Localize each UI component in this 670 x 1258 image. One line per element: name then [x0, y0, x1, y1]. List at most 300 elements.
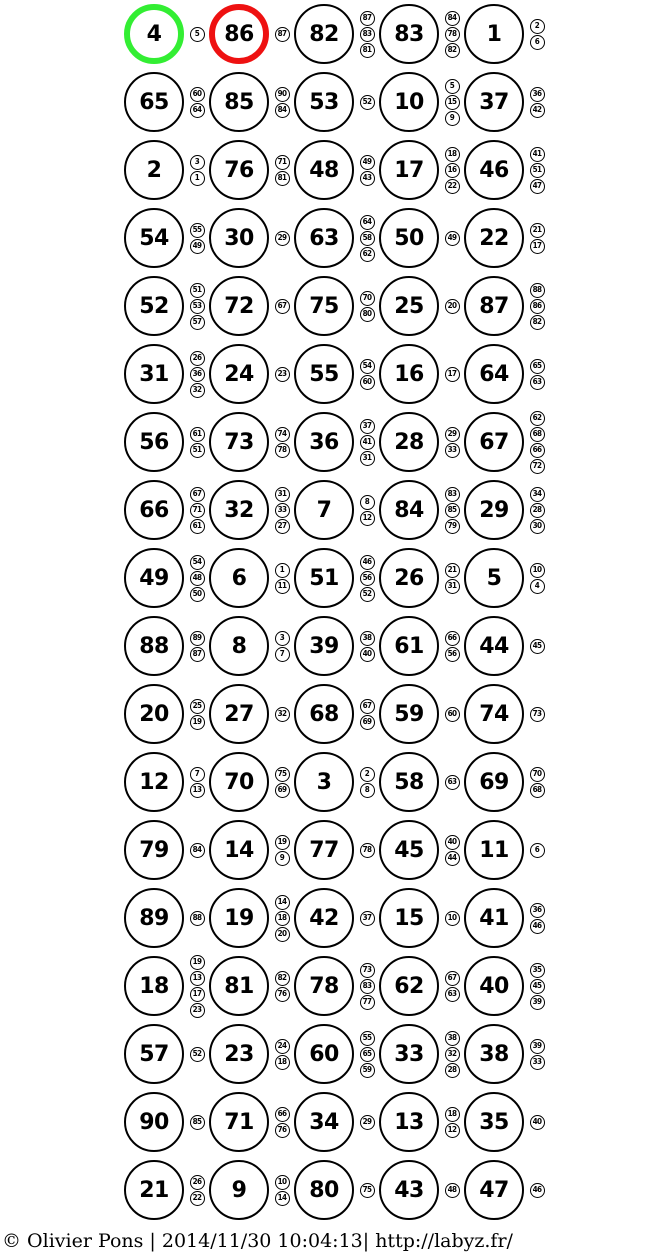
hint-group — [272, 970, 292, 1002]
number-cell[interactable]: 5 — [464, 548, 524, 608]
hint-group — [527, 1038, 547, 1070]
hint-group — [272, 230, 292, 246]
hint-group — [272, 1106, 292, 1138]
number-cell[interactable]: 34 — [294, 1092, 354, 1152]
hint-group — [442, 298, 462, 314]
hint-group — [272, 154, 292, 186]
number-cell[interactable]: 68 — [294, 684, 354, 744]
number-cell[interactable]: 56 — [124, 412, 184, 472]
hint-badge: 55 — [190, 223, 205, 238]
hint-badge: 63 — [530, 375, 545, 390]
hint-badge: 63 — [445, 775, 460, 790]
hint-group — [442, 146, 462, 194]
hint-badge: 30 — [530, 519, 545, 534]
hint-badge: 84 — [445, 11, 460, 26]
hint-badge: 39 — [530, 995, 545, 1010]
number-cell[interactable]: 37 — [464, 72, 524, 132]
hint-badge: 85 — [190, 1115, 205, 1130]
hint-badge: 59 — [360, 1063, 375, 1078]
hint-group — [527, 962, 547, 1010]
hint-badge: 15 — [445, 95, 460, 110]
number-cell[interactable]: 51 — [294, 548, 354, 608]
number-cell[interactable]: 58 — [379, 752, 439, 812]
hint-group — [527, 1114, 547, 1130]
hint-badge: 38 — [360, 631, 375, 646]
number-cell[interactable]: 71 — [209, 1092, 269, 1152]
hint-badge: 70 — [530, 767, 545, 782]
number-cell[interactable]: 26 — [379, 548, 439, 608]
hint-group — [357, 10, 377, 58]
number-cell[interactable]: 67 — [464, 412, 524, 472]
hint-badge: 49 — [445, 231, 460, 246]
hint-badge: 45 — [530, 979, 545, 994]
hint-group — [442, 706, 462, 722]
hint-badge: 40 — [360, 647, 375, 662]
hint-badge: 26 — [190, 351, 205, 366]
number-cell[interactable]: 30 — [209, 208, 269, 268]
number-cell[interactable]: 41 — [464, 888, 524, 948]
hint-group — [527, 18, 547, 50]
hint-badge: 47 — [530, 179, 545, 194]
hint-badge: 39 — [530, 1039, 545, 1054]
hint-group — [272, 706, 292, 722]
number-cell[interactable]: 64 — [464, 344, 524, 404]
number-cell[interactable]: 25 — [379, 276, 439, 336]
number-cell[interactable]: 57 — [124, 1024, 184, 1084]
start-cell[interactable]: 4 — [124, 4, 184, 64]
hint-badge: 31 — [445, 579, 460, 594]
number-cell[interactable]: 46 — [464, 140, 524, 200]
hint-badge: 35 — [530, 963, 545, 978]
number-cell[interactable]: 38 — [464, 1024, 524, 1084]
hint-group — [187, 26, 207, 42]
number-cell[interactable]: 17 — [379, 140, 439, 200]
number-cell[interactable]: 59 — [379, 684, 439, 744]
number-cell[interactable]: 6 — [209, 548, 269, 608]
hint-badge: 89 — [190, 631, 205, 646]
number-cell[interactable]: 54 — [124, 208, 184, 268]
hint-group — [357, 698, 377, 730]
hint-group — [527, 766, 547, 798]
number-cell[interactable]: 52 — [124, 276, 184, 336]
hint-group — [357, 418, 377, 466]
hint-badge: 86 — [530, 299, 545, 314]
number-cell[interactable]: 40 — [464, 956, 524, 1016]
hint-group — [357, 290, 377, 322]
hint-group — [442, 774, 462, 790]
hint-group — [187, 154, 207, 186]
number-cell[interactable]: 66 — [124, 480, 184, 540]
hint-group — [442, 1106, 462, 1138]
hint-group — [527, 410, 547, 474]
hint-badge: 17 — [530, 239, 545, 254]
hint-group — [357, 154, 377, 186]
hint-badge: 32 — [275, 707, 290, 722]
hint-badge: 48 — [445, 1183, 460, 1198]
hint-badge: 19 — [190, 955, 205, 970]
hint-badge: 87 — [275, 27, 290, 42]
hint-badge: 20 — [275, 927, 290, 942]
hint-group — [527, 222, 547, 254]
number-cell[interactable]: 85 — [209, 72, 269, 132]
hint-badge: 82 — [275, 971, 290, 986]
hint-badge: 17 — [445, 367, 460, 382]
hint-badge: 44 — [445, 851, 460, 866]
number-cell[interactable]: 13 — [379, 1092, 439, 1152]
hint-group — [442, 366, 462, 382]
hint-badge: 66 — [530, 443, 545, 458]
number-cell[interactable]: 76 — [209, 140, 269, 200]
hint-badge: 10 — [445, 911, 460, 926]
hint-group — [442, 630, 462, 662]
hint-badge: 52 — [360, 95, 375, 110]
hint-badge: 60 — [360, 375, 375, 390]
hint-badge: 46 — [530, 1183, 545, 1198]
hint-badge: 82 — [445, 43, 460, 58]
number-cell[interactable]: 83 — [379, 4, 439, 64]
hint-badge: 68 — [530, 783, 545, 798]
number-cell[interactable]: 21 — [124, 1160, 184, 1220]
number-cell[interactable]: 87 — [464, 276, 524, 336]
hint-badge: 78 — [360, 843, 375, 858]
number-cell[interactable]: 24 — [209, 344, 269, 404]
hint-group — [442, 1030, 462, 1078]
number-cell[interactable]: 77 — [294, 820, 354, 880]
hint-badge: 49 — [190, 239, 205, 254]
hint-badge: 41 — [530, 147, 545, 162]
goal-cell[interactable]: 86 — [209, 4, 269, 64]
hint-group — [187, 350, 207, 398]
footer-credit: © Olivier Pons | 2014/11/30 10:04:13| http://labyz.fr/ — [2, 1230, 513, 1252]
hint-badge: 76 — [275, 987, 290, 1002]
number-cell[interactable]: 28 — [379, 412, 439, 472]
hint-group — [442, 426, 462, 458]
number-cell[interactable]: 72 — [209, 276, 269, 336]
number-cell[interactable]: 70 — [209, 752, 269, 812]
hint-badge: 36 — [530, 903, 545, 918]
hint-badge: 21 — [445, 563, 460, 578]
hint-badge: 18 — [445, 147, 460, 162]
hint-badge: 1 — [275, 563, 290, 578]
number-cell[interactable]: 61 — [379, 616, 439, 676]
number-cell[interactable]: 89 — [124, 888, 184, 948]
number-cell[interactable]: 69 — [464, 752, 524, 812]
hint-group — [357, 1114, 377, 1130]
hint-badge: 88 — [190, 911, 205, 926]
number-cell[interactable]: 79 — [124, 820, 184, 880]
hint-badge: 84 — [275, 103, 290, 118]
hint-group — [272, 1174, 292, 1206]
hint-badge: 31 — [275, 487, 290, 502]
hint-badge: 85 — [445, 503, 460, 518]
hint-badge: 17 — [190, 987, 205, 1002]
hint-group — [187, 86, 207, 118]
number-cell[interactable]: 44 — [464, 616, 524, 676]
hint-badge: 65 — [530, 359, 545, 374]
hint-group — [187, 842, 207, 858]
hint-badge: 7 — [190, 767, 205, 782]
hint-badge: 28 — [445, 1063, 460, 1078]
hint-group — [357, 842, 377, 858]
number-cell[interactable]: 12 — [124, 752, 184, 812]
hint-group — [527, 86, 547, 118]
hint-badge: 12 — [445, 1123, 460, 1138]
hint-group — [187, 910, 207, 926]
number-cell[interactable]: 20 — [124, 684, 184, 744]
hint-badge: 32 — [190, 383, 205, 398]
hint-group — [187, 698, 207, 730]
hint-group — [357, 1182, 377, 1198]
number-cell[interactable]: 81 — [209, 956, 269, 1016]
hint-badge: 87 — [360, 11, 375, 26]
hint-group — [187, 1046, 207, 1062]
hint-badge: 81 — [360, 43, 375, 58]
hint-badge: 79 — [445, 519, 460, 534]
number-cell[interactable]: 18 — [124, 956, 184, 1016]
hint-badge: 71 — [275, 155, 290, 170]
hint-badge: 75 — [360, 1183, 375, 1198]
hint-badge: 84 — [190, 843, 205, 858]
hint-group — [187, 222, 207, 254]
hint-group — [527, 638, 547, 654]
number-cell[interactable]: 33 — [379, 1024, 439, 1084]
hint-group — [187, 954, 207, 1018]
hint-group — [442, 10, 462, 58]
hint-badge: 77 — [360, 995, 375, 1010]
hint-badge: 40 — [530, 1115, 545, 1130]
hint-group — [442, 230, 462, 246]
hint-badge: 64 — [190, 103, 205, 118]
hint-badge: 43 — [360, 171, 375, 186]
hint-group — [272, 26, 292, 42]
hint-badge: 51 — [190, 283, 205, 298]
hint-badge: 60 — [190, 87, 205, 102]
number-cell[interactable]: 53 — [294, 72, 354, 132]
hint-badge: 22 — [445, 179, 460, 194]
hint-badge: 54 — [190, 555, 205, 570]
hint-badge: 11 — [275, 579, 290, 594]
hint-badge: 90 — [275, 87, 290, 102]
number-cell[interactable]: 2 — [124, 140, 184, 200]
hint-badge: 37 — [360, 419, 375, 434]
number-cell[interactable]: 50 — [379, 208, 439, 268]
number-cell[interactable]: 39 — [294, 616, 354, 676]
number-cell[interactable]: 84 — [379, 480, 439, 540]
number-cell[interactable]: 42 — [294, 888, 354, 948]
hint-group — [357, 766, 377, 798]
number-cell[interactable]: 82 — [294, 4, 354, 64]
hint-badge: 49 — [360, 155, 375, 170]
hint-badge: 76 — [275, 1123, 290, 1138]
hint-group — [442, 486, 462, 534]
hint-badge: 53 — [190, 299, 205, 314]
number-cell[interactable]: 31 — [124, 344, 184, 404]
hint-badge: 8 — [360, 495, 375, 510]
hint-badge: 83 — [445, 487, 460, 502]
hint-group — [527, 902, 547, 934]
hint-badge: 2 — [530, 19, 545, 34]
hint-badge: 18 — [275, 1055, 290, 1070]
number-cell[interactable]: 55 — [294, 344, 354, 404]
hint-badge: 67 — [360, 699, 375, 714]
hint-group — [442, 970, 462, 1002]
hint-badge: 78 — [445, 27, 460, 42]
hint-group — [527, 358, 547, 390]
hint-badge: 9 — [445, 111, 460, 126]
hint-badge: 32 — [445, 1047, 460, 1062]
hint-badge: 72 — [530, 459, 545, 474]
number-cell[interactable]: 22 — [464, 208, 524, 268]
hint-badge: 60 — [445, 707, 460, 722]
hint-group — [272, 86, 292, 118]
number-cell[interactable]: 7 — [294, 480, 354, 540]
hint-badge: 22 — [190, 1191, 205, 1206]
number-cell[interactable]: 14 — [209, 820, 269, 880]
hint-badge: 82 — [530, 315, 545, 330]
number-cell[interactable]: 48 — [294, 140, 354, 200]
hint-badge: 69 — [275, 783, 290, 798]
hint-badge: 7 — [275, 647, 290, 662]
hint-badge: 5 — [445, 79, 460, 94]
hint-badge: 8 — [360, 783, 375, 798]
hint-badge: 67 — [275, 299, 290, 314]
hint-badge: 3 — [275, 631, 290, 646]
hint-badge: 16 — [445, 163, 460, 178]
number-cell[interactable]: 3 — [294, 752, 354, 812]
number-cell[interactable]: 80 — [294, 1160, 354, 1220]
hint-group — [527, 486, 547, 534]
number-cell[interactable]: 62 — [379, 956, 439, 1016]
hint-badge: 18 — [445, 1107, 460, 1122]
hint-group — [527, 842, 547, 858]
hint-badge: 29 — [360, 1115, 375, 1130]
number-cell[interactable]: 15 — [379, 888, 439, 948]
number-cell[interactable]: 90 — [124, 1092, 184, 1152]
hint-badge: 61 — [190, 519, 205, 534]
hint-group — [527, 282, 547, 330]
hint-group — [272, 1038, 292, 1070]
number-cell[interactable]: 43 — [379, 1160, 439, 1220]
number-cell[interactable]: 74 — [464, 684, 524, 744]
hint-group — [187, 282, 207, 330]
number-cell[interactable]: 65 — [124, 72, 184, 132]
number-cell[interactable]: 47 — [464, 1160, 524, 1220]
hint-badge: 29 — [275, 231, 290, 246]
hint-badge: 71 — [190, 503, 205, 518]
hint-badge: 14 — [275, 1191, 290, 1206]
hint-badge: 27 — [275, 519, 290, 534]
number-cell[interactable]: 49 — [124, 548, 184, 608]
number-cell[interactable]: 1 — [464, 4, 524, 64]
hint-group — [272, 426, 292, 458]
hint-group — [442, 78, 462, 126]
hint-badge: 3 — [190, 155, 205, 170]
hint-badge: 83 — [360, 979, 375, 994]
hint-group — [357, 94, 377, 110]
number-cell[interactable]: 29 — [464, 480, 524, 540]
hint-group — [357, 358, 377, 390]
hint-badge: 56 — [445, 647, 460, 662]
hint-badge: 21 — [530, 223, 545, 238]
number-cell[interactable]: 32 — [209, 480, 269, 540]
hint-badge: 78 — [275, 443, 290, 458]
hint-badge: 68 — [530, 427, 545, 442]
hint-badge: 18 — [275, 911, 290, 926]
number-cell[interactable]: 36 — [294, 412, 354, 472]
hint-group — [357, 214, 377, 262]
hint-badge: 13 — [190, 971, 205, 986]
hint-group — [187, 630, 207, 662]
number-cell[interactable]: 10 — [379, 72, 439, 132]
hint-badge: 40 — [445, 835, 460, 850]
hint-badge: 41 — [360, 435, 375, 450]
hint-badge: 13 — [190, 783, 205, 798]
hint-group — [272, 562, 292, 594]
number-cell[interactable]: 63 — [294, 208, 354, 268]
hint-badge: 37 — [360, 911, 375, 926]
number-cell[interactable]: 16 — [379, 344, 439, 404]
hint-group — [272, 894, 292, 942]
number-cell[interactable]: 35 — [464, 1092, 524, 1152]
hint-badge: 61 — [190, 427, 205, 442]
number-cell[interactable]: 75 — [294, 276, 354, 336]
number-cell[interactable]: 19 — [209, 888, 269, 948]
hint-badge: 1 — [190, 171, 205, 186]
hint-badge: 33 — [530, 1055, 545, 1070]
hint-group — [357, 554, 377, 602]
number-cell[interactable]: 60 — [294, 1024, 354, 1084]
hint-badge: 34 — [530, 487, 545, 502]
hint-badge: 73 — [360, 963, 375, 978]
hint-group — [357, 494, 377, 526]
hint-group — [357, 910, 377, 926]
hint-group — [272, 766, 292, 798]
hint-group — [187, 1114, 207, 1130]
hint-group — [527, 146, 547, 194]
hint-badge: 33 — [275, 503, 290, 518]
hint-badge: 24 — [275, 1039, 290, 1054]
number-cell[interactable]: 9 — [209, 1160, 269, 1220]
number-cell[interactable]: 73 — [209, 412, 269, 472]
hint-badge: 69 — [360, 715, 375, 730]
hint-badge: 26 — [190, 1175, 205, 1190]
hint-badge: 2 — [360, 767, 375, 782]
number-cell[interactable]: 45 — [379, 820, 439, 880]
hint-badge: 10 — [530, 563, 545, 578]
number-cell[interactable]: 8 — [209, 616, 269, 676]
hint-badge: 20 — [445, 299, 460, 314]
hint-group — [187, 554, 207, 602]
hint-badge: 56 — [360, 571, 375, 586]
hint-badge: 28 — [530, 503, 545, 518]
number-cell[interactable]: 23 — [209, 1024, 269, 1084]
hint-group — [357, 962, 377, 1010]
hint-group — [187, 1174, 207, 1206]
hint-badge: 38 — [445, 1031, 460, 1046]
number-cell[interactable]: 11 — [464, 820, 524, 880]
hint-badge: 10 — [275, 1175, 290, 1190]
number-cell[interactable]: 78 — [294, 956, 354, 1016]
hint-badge: 74 — [275, 427, 290, 442]
number-cell[interactable]: 27 — [209, 684, 269, 744]
hint-badge: 25 — [190, 699, 205, 714]
hint-badge: 73 — [530, 707, 545, 722]
hint-group — [187, 766, 207, 798]
hint-badge: 64 — [360, 215, 375, 230]
number-cell[interactable]: 88 — [124, 616, 184, 676]
hint-badge: 63 — [445, 987, 460, 1002]
hint-badge: 46 — [530, 919, 545, 934]
